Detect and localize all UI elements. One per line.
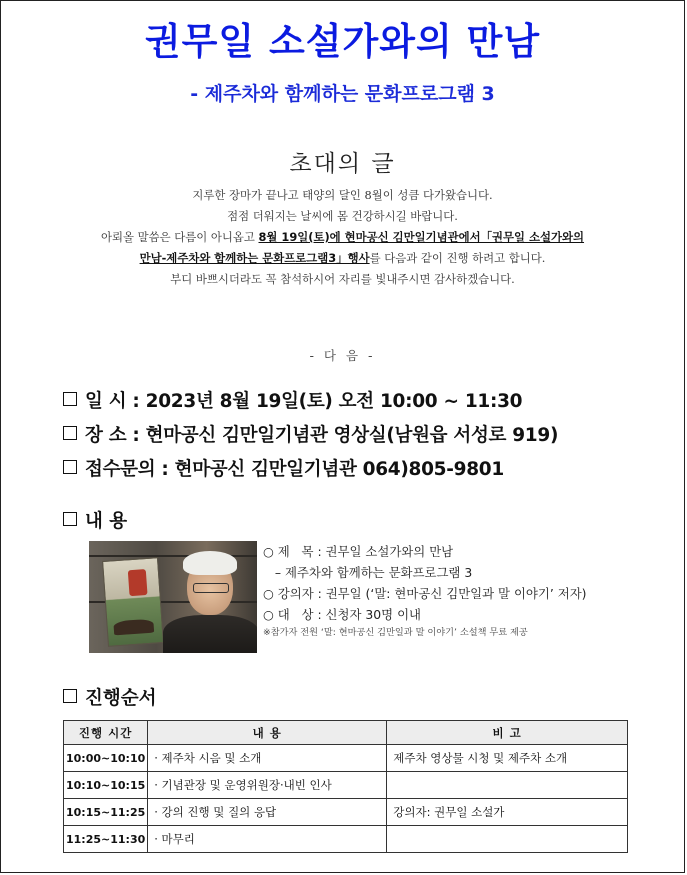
info-datetime-text: 일 시 : 2023년 8월 19일(토) 오전 10:00 ~ 11:30 bbox=[85, 391, 523, 412]
info-contact bbox=[63, 455, 558, 489]
detail-subtitle: – 제주차와 함께하는 문화프로그램 3 bbox=[263, 565, 473, 580]
checkbox-square-icon bbox=[63, 392, 77, 406]
row-note: 제주차 영상물 시청 및 제주차 소개 bbox=[387, 745, 628, 772]
checkbox-square-icon bbox=[63, 460, 77, 474]
letter-line-5: 부디 바쁘시더라도 꼭 참석하시어 자리를 빛내주시면 감사하겠습니다. bbox=[170, 272, 515, 286]
detail-target: ○ 대 상 : 신청자 30명 이내 bbox=[263, 607, 422, 622]
row-content: · 제주차 시음 및 소개 bbox=[148, 745, 387, 772]
column-header-content: 내 용 bbox=[148, 721, 387, 745]
table-row bbox=[64, 799, 628, 826]
letter-line-3 bbox=[21, 227, 664, 248]
detail-title: ○ 제 목 : 권무일 소설가와의 만남 bbox=[263, 544, 454, 559]
novel-book-image bbox=[102, 557, 164, 647]
author-photo bbox=[89, 541, 257, 653]
section-separator: - 다 음 - bbox=[309, 348, 376, 363]
checkbox-square-icon bbox=[63, 689, 77, 703]
event-highlight-2: 만남-제주차와 함께하는 문화프로그램3」행사 bbox=[139, 251, 370, 265]
invitation-heading: 초대의 글 bbox=[289, 151, 396, 177]
schedule-section-heading bbox=[63, 684, 156, 710]
row-note bbox=[387, 826, 628, 853]
schedule-header-row bbox=[64, 721, 628, 745]
letter-line-4 bbox=[21, 248, 664, 269]
info-contact-text: 접수문의 : 현마공신 김만일기념관 064)805-9801 bbox=[85, 459, 504, 480]
row-time: 11:25~11:30 bbox=[64, 826, 148, 853]
page-subtitle: - 제주차와 함께하는 문화프로그램 3 bbox=[190, 83, 495, 105]
row-content: · 마무리 bbox=[148, 826, 387, 853]
event-highlight-1: 8월 19일(토)에 현마공신 김만일기념관에서「권무일 소설가와의 bbox=[258, 230, 585, 244]
table-row bbox=[64, 772, 628, 799]
row-content: · 강의 진행 및 질의 응답 bbox=[148, 799, 387, 826]
letter-line-4-text: 를 다음과 같이 진행 하려고 합니다. bbox=[369, 251, 546, 265]
column-header-time: 진행 시간 bbox=[64, 721, 148, 745]
content-details bbox=[263, 541, 587, 641]
row-time: 10:15~11:25 bbox=[64, 799, 148, 826]
content-heading-text: 내 용 bbox=[85, 511, 128, 532]
schedule-table bbox=[63, 720, 628, 853]
info-place-text: 장 소 : 현마공신 김만일기념관 영상실(남원읍 서성로 919) bbox=[85, 425, 559, 446]
letter-line-1: 지루한 장마가 끝나고 태양의 달인 8월이 성큼 다가왔습니다. bbox=[192, 188, 493, 202]
letter-line-2: 점점 더워지는 날씨에 몸 건강하시길 바랍니다. bbox=[227, 209, 458, 223]
column-header-note: 비 고 bbox=[387, 721, 628, 745]
detail-note: ※참가자 전원 ‘말: 현마공신 김만일과 말 이야기’ 소설책 무료 제공 bbox=[263, 627, 528, 638]
row-content: · 기념관장 및 운영위원장·내빈 인사 bbox=[148, 772, 387, 799]
table-row bbox=[64, 745, 628, 772]
checkbox-square-icon bbox=[63, 512, 77, 526]
letter-line-3-text: 아뢰올 말씀은 다름이 아니옵고 bbox=[100, 230, 259, 244]
invitation-letter bbox=[21, 185, 664, 290]
event-info bbox=[63, 387, 558, 489]
schedule-heading-text: 진행순서 bbox=[85, 688, 157, 709]
info-place bbox=[63, 421, 558, 455]
content-section-heading bbox=[63, 507, 127, 533]
detail-lecturer: ○ 강의자 : 권무일 (‘말: 현마공신 김만일과 말 이야기’ 저자) bbox=[263, 586, 587, 601]
table-row bbox=[64, 826, 628, 853]
page-title: 권무일 소설가와의 만남 bbox=[144, 20, 541, 63]
row-note bbox=[387, 772, 628, 799]
row-time: 10:10~10:15 bbox=[64, 772, 148, 799]
row-time: 10:00~10:10 bbox=[64, 745, 148, 772]
row-note: 강의자: 권무일 소설가 bbox=[387, 799, 628, 826]
info-datetime bbox=[63, 387, 558, 421]
checkbox-square-icon bbox=[63, 426, 77, 440]
